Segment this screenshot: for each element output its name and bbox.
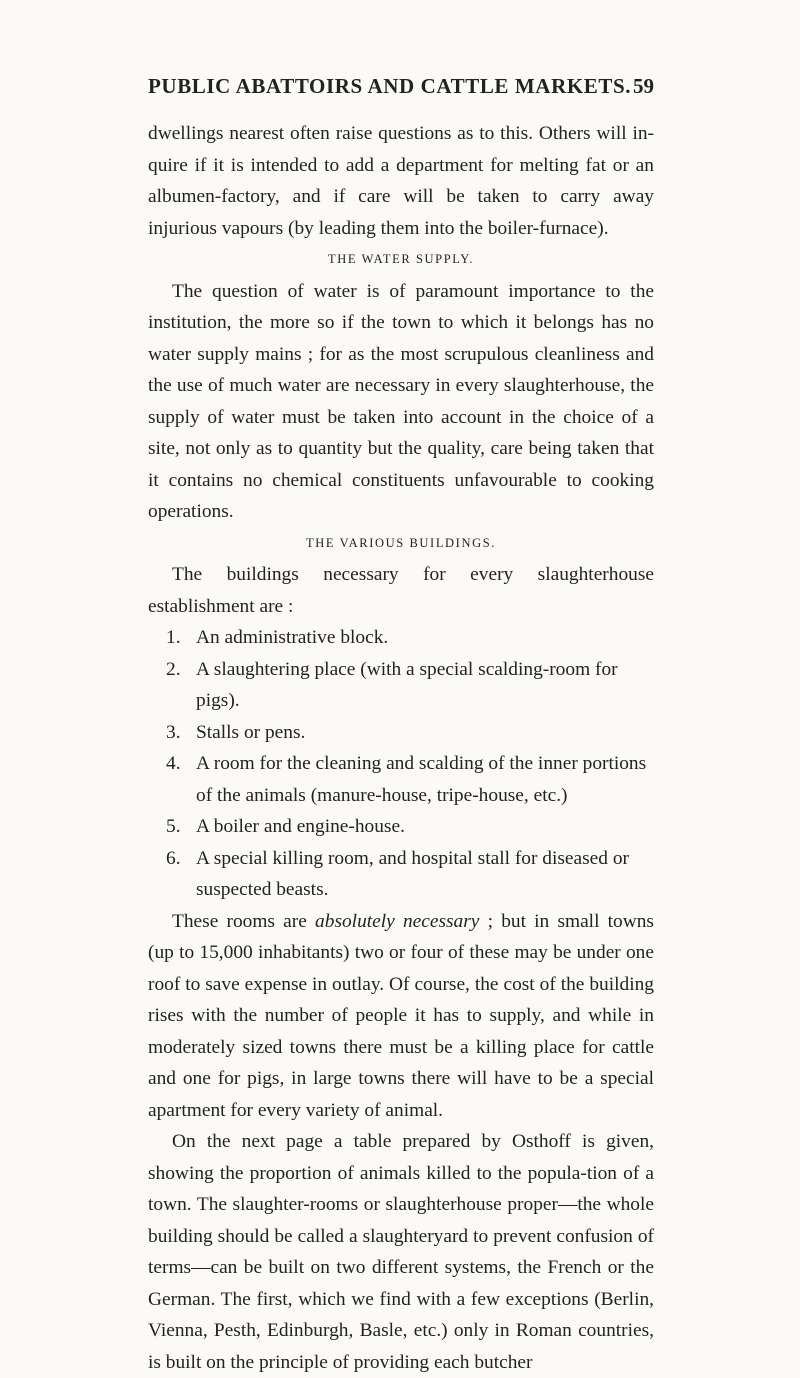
- list-item-text: A boiler and engine-house.: [196, 816, 405, 837]
- paragraph-buildings-intro: The buildings necessary for every slaughterhouse establishment are :: [148, 564, 654, 617]
- list-item-text: A special killing room, and hospital stall for diseased or suspected beasts.: [196, 847, 629, 900]
- paragraph-osthoff-table: On the next page a table prepared by Osthoff is given, showing the proportion of animals killed to the popula-tion of a town. The slaughter-rooms or slaughterhouse proper—the whole building should be called a slaughteryard to prevent confusion of terms—can be built on two different systems, the French or the German. The first, which we find with a few exceptions (Berlin, Vienna, Pesth, Edinburgh, Basle, etc.) only in Roman countries, is built on the principle of providing each butcher: [148, 1131, 654, 1373]
- list-item: [166, 811, 654, 843]
- list-item-number: 4.: [166, 753, 181, 774]
- emphasis-absolutely-necessary: absolutely necessary: [315, 910, 480, 932]
- section-heading-water-supply: THE WATER SUPPLY.: [328, 252, 474, 266]
- list-item-number: 6.: [166, 847, 181, 869]
- page-header: [148, 74, 654, 104]
- section-heading-various-buildings: THE VARIOUS BUILDINGS.: [306, 535, 496, 550]
- running-title: PUBLIC ABATTOIRS AND CATTLE MARKETS.: [148, 74, 632, 98]
- paragraph-rooms-text-end: ; but in small towns (up to 15,000 inhabitants) two or four of these may be under one roof to save expense in outlay. Of course, the cost of the building rises with the number of people it has to supply, and while in moderately sized towns there must be a killing place for cattle and one for pigs, in large towns there will have to be a special apartment for every variety of animal.: [148, 910, 654, 1121]
- paragraph-continuation: dwellings nearest often raise questions as to this. Others will in-quire if it is intended to add a department for melting fat or an albumen-factory, and if care will be taken to carry away injurious vapours (by leading them into the boiler-furnace).: [148, 123, 654, 239]
- body-text: [148, 118, 654, 1378]
- list-item-text: An administrative block.: [196, 627, 389, 648]
- list-item-number: 5.: [166, 816, 181, 837]
- list-item-text: Stalls or pens.: [196, 721, 306, 743]
- paragraph-rooms-text-start: These rooms are: [172, 910, 316, 932]
- list-item: [166, 717, 654, 749]
- list-item-text: A room for the cleaning and scalding of the inner portions of the animals (manure-house, tripe-house, etc.): [196, 753, 647, 806]
- list-item-number: 3.: [166, 721, 181, 743]
- list-item-number: 2.: [166, 658, 181, 680]
- list-item-number: 1.: [166, 627, 181, 648]
- paragraph-water-supply: The question of water is of paramount importance to the institution, the more so if the town to which it belongs has no water supply mains ; for as the most scrupulous cleanliness and the use of much water are necessary in every slaughterhouse, the supply of water must be taken into account in the choice of a site, not only as to quantity but the quality, care being taken that it contains no chemical constituents unfavourable to cooking operations.: [148, 280, 654, 522]
- list-item: [166, 622, 654, 654]
- buildings-list: [148, 622, 654, 906]
- list-item: [166, 748, 654, 811]
- list-item: [166, 654, 654, 717]
- paragraph-rooms-necessary: [148, 906, 654, 1127]
- page-number: 59: [633, 74, 654, 98]
- list-item-text: A slaughtering place (with a special scalding-room for pigs).: [196, 658, 618, 711]
- list-item: [166, 843, 654, 906]
